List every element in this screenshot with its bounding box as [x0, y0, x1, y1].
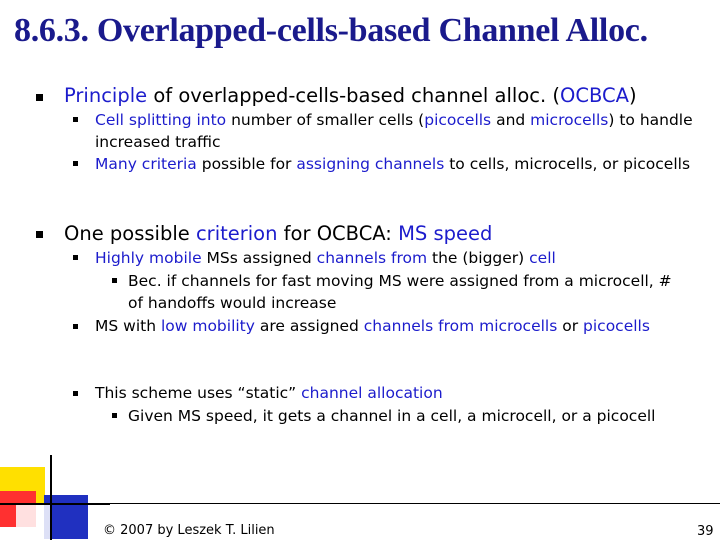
highlight-text: Cell splitting into [95, 111, 227, 129]
plain-text: are assigned [254, 317, 364, 335]
section1-item2 [95, 153, 710, 175]
plain-text: ) [628, 84, 637, 107]
bullet-icon [112, 413, 117, 418]
plain-text: and [491, 111, 531, 129]
highlight-text: channels from microcells [363, 317, 558, 335]
plain-text: for OCBCA: [277, 222, 399, 245]
highlight-text: picocells [424, 111, 492, 129]
highlight-text: cell [529, 249, 556, 267]
plain-text: One possible [64, 222, 196, 245]
section1-item1 [95, 109, 710, 153]
highlight-text: channel allocation [301, 384, 443, 402]
footer-rule [50, 503, 720, 504]
section2-item3 [95, 382, 443, 404]
highlight-text: channels from [316, 249, 428, 267]
highlight-text: assigning channels [296, 155, 445, 173]
section2-item2 [95, 315, 710, 337]
bullet-icon [73, 117, 78, 122]
bullet-icon [73, 255, 78, 260]
highlight-text: picocells [583, 317, 650, 335]
section2-item3-sub: Given MS speed, it gets a channel in a cell, a microcell, or a picocell [128, 407, 656, 425]
vertical-line [50, 455, 52, 540]
plain-text: or [557, 317, 584, 335]
bullet-icon [112, 278, 117, 283]
plain-text: This scheme uses “static” [95, 384, 302, 402]
section2-item1-sub: Bec. if channels for fast moving MS were assigned from a microcell, # of handoffs would increase [128, 272, 672, 312]
highlight-text: OCBCA [559, 84, 629, 107]
highlight-text: criterion [195, 222, 278, 245]
bullet-icon [73, 161, 78, 166]
section1-heading [64, 84, 637, 108]
highlight-text: microcells [530, 111, 609, 129]
bullet-icon [73, 324, 78, 329]
plain-text: number of smaller cells ( [226, 111, 425, 129]
plain-text: MSs assigned [201, 249, 317, 267]
plain-text: to cells, microcells, or picocells [444, 155, 691, 173]
section2-heading [64, 222, 492, 246]
plain-text: MS with [95, 317, 161, 335]
highlight-text: MS speed [398, 222, 493, 245]
plain-text: possible for [196, 155, 297, 173]
plain-text: of overlapped-cells-based channel alloc. ( [147, 84, 560, 107]
highlight-text: Highly mobile [95, 249, 202, 267]
copyright-text: © 2007 by Leszek T. Lilien [103, 523, 275, 538]
bullet-icon [36, 231, 43, 238]
plain-text: ) to handle increased traffic [95, 111, 693, 151]
slide-title: 8.6.3. Overlapped-cells-based Channel Alloc. [14, 12, 648, 49]
corner-decoration [0, 455, 90, 540]
page-number: 39 [697, 524, 714, 539]
plain-text: the (bigger) [427, 249, 530, 267]
white-square [16, 503, 52, 540]
bullet-icon [73, 391, 78, 396]
bullet-icon [36, 94, 43, 101]
section2-item1 [95, 247, 710, 269]
highlight-text: Many criteria [95, 155, 197, 173]
highlight-text: Principle [64, 84, 148, 107]
highlight-text: low mobility [160, 317, 255, 335]
